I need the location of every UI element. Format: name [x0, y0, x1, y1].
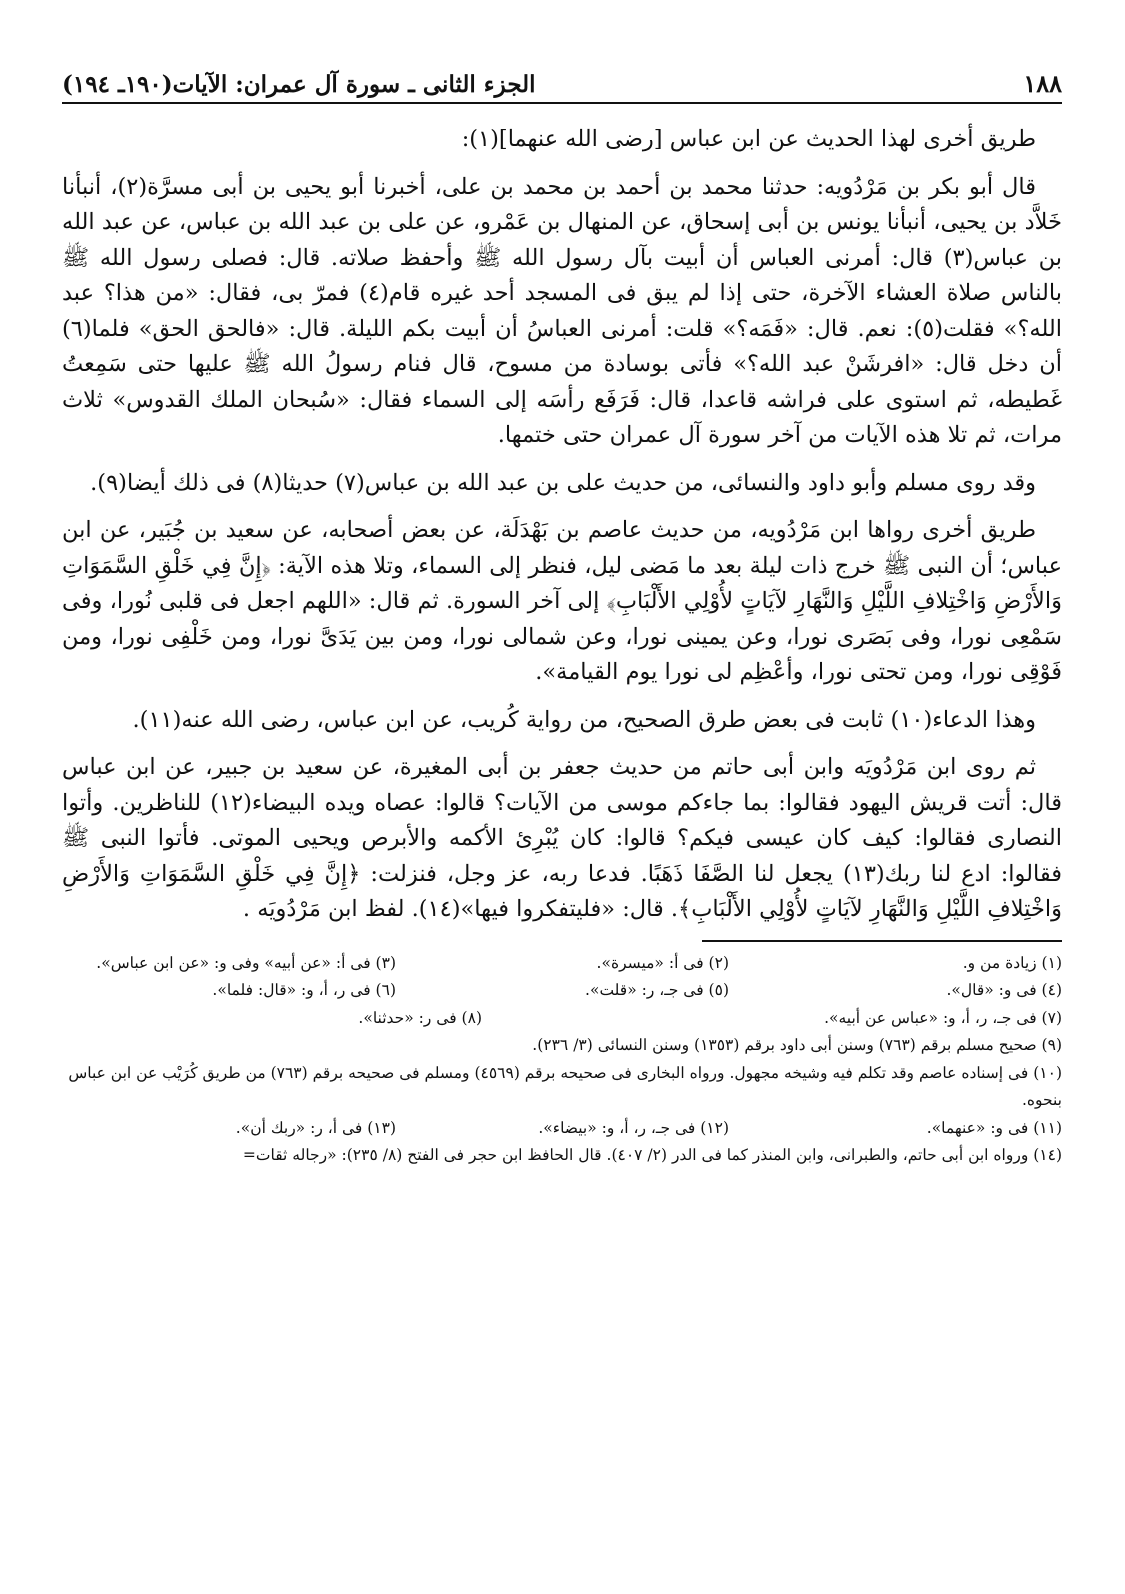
- footnote-row: [62, 950, 1062, 978]
- paragraph: وهذا الدعاء(١٠) ثابت فى بعض طرق الصحيح، من رواية كُريب، عن ابن عباس، رضى الله عنه(١١).: [132, 706, 1036, 733]
- footnote-row: [62, 977, 1062, 1005]
- footnote: (١٢) فى جـ، ر، أ، و: «بيضاء».: [538, 1118, 729, 1137]
- main-text: [62, 122, 1062, 928]
- paragraph: طريق أخرى لهذا الحديث عن ابن عباس [رضى الله عنهما](١):: [461, 126, 1036, 152]
- footnote: (٣) فى أ: «عن أبيه» وفى و: «عن ابن عباس».: [96, 953, 396, 972]
- footnote: (٩) صحيح مسلم برقم (٧٦٣) وسنن أبى داود برقم (١٣٥٣) وسنن النسائى (٣/ ٢٣٦).: [532, 1036, 1062, 1054]
- paragraph: وقد روى مسلم وأبو داود والنسائى، من حديث على بن عبد الله بن عباس(٧) حديثا(٨) فى ذلك أيضا(٩).: [90, 469, 1036, 496]
- footnote: (١٠) فى إسناده عاصم وقد تكلم فيه وشيخه مجهول. ورواه البخارى فى صحيحه برقم (٤٥٦٩) ومسلم فى صحيحه برقم (٧٦٣) من طريق كُرَيْب عن ابن عباس بنحوه.: [68, 1063, 1062, 1109]
- footnote: (٢) فى أ: «ميسرة».: [596, 953, 729, 972]
- footnote: (٤) فى و: «قال».: [946, 981, 1062, 999]
- book-page: [62, 66, 1062, 1170]
- footnote: (٨) فى ر: «حدثنا».: [358, 1008, 482, 1027]
- footnote: (٧) فى جـ، ر، أ، و: «عباس عن أبيه».: [824, 1008, 1062, 1027]
- footnote-row: [62, 1005, 1062, 1033]
- footnote: (٥) فى جـ، ر: «قلت».: [585, 981, 729, 999]
- paragraph: قال أبو بكر بن مَرْدُويه: حدثنا محمد بن أحمد بن محمد بن على، أخبرنا أبو يحيى بن أبى مسرَّة(٢)، أنبأنا خَلاَّد بن يحيى، أنبأنا يونس بن أبى إسحاق، عن المنهال بن عَمْرو، عن على بن عبد الله بن عباس، عن عبد الله بن عباس(٣) قال: أمرنى العباس أن أبيت بآل رسول الله ﷺ وأحفظ صلاته. قال: فصلى رسول الله ﷺ بالناس صلاة العشاء الآخرة، حتى إذا لم يبق فى المسجد أحد غيره قام(٤) فمرّ بى، فقال: «من هذا؟ عبد الله؟» فقلت(٥): نعم. قال: «فَمَه؟» قلت: أمرنى العباسُ أن أبيت بكم الليلة. قال: «فالحق الحق» فلما(٦) أن دخل قال: «افرشَنْ عبد الله؟» فأتى بوسادة من مسوح، قال فنام رسولُ الله ﷺ عليها حتى سَمِعتُ غَطيطه، ثم استوى على فراشه قاعدا، قال: فَرَفَع رأسَه إلى السماء فقال: «سُبحان الملك القدوس» ثلاث مرات، ثم تلا هذه الآيات من آخر سورة آل عمران حتى ختمها.: [62, 173, 1063, 448]
- running-title: الجزء الثانى ـ سورة آل عمران: الآيات(١٩٠ـ ١٩٤): [62, 71, 536, 98]
- footnote-divider: [702, 940, 1062, 942]
- footnote: (١٤) ورواه ابن أبى حاتم، والطبرانى، وابن المنذر كما فى الدر (٢/ ٤٠٧). قال الحافظ ابن حجر فى الفتح (٨/ ٢٣٥): «رجاله ثقات=: [242, 1146, 1062, 1164]
- footnote: (٦) فى ر، أ، و: «قال: فلما».: [212, 981, 396, 999]
- footnote: (١٣) فى أ، ر: «ربك أن».: [235, 1118, 396, 1137]
- paragraph: طريق أخرى رواها ابن مَرْدُويه، من حديث عاصم بن بَهْدَلَة، عن بعض أصحابه، عن سعيد بن جُبَير، عن ابن عباس؛ أن النبى ﷺ خرج ذات ليلة بعد ما مَضى ليل، فنظر إلى السماء، وتلا هذه الآية: ﴿إِنَّ فِي خَلْقِ السَّمَوَاتِ وَالأَرْضِ وَاخْتِلافِ اللَّيْلِ وَالنَّهَارِ لآيَاتٍ لأُوْلِي الأَلْبَابِ﴾ إلى آخر السورة. ثم قال: «اللهم اجعل فى قلبى نُورا، وفى سَمْعِى نورا، وفى بَصَرى نورا، وعن يمينى نورا، وعن شمالى نورا، ومن بين يَدَىَّ نورا، ومن خَلْفِى نورا، ومن فَوْقِى نورا، ومن تحتى نورا، وأعْظِم لى نورا يوم القيامة».: [62, 517, 1062, 685]
- page-number: ١٨٨: [1023, 69, 1062, 98]
- footnote-row: [62, 1115, 1062, 1143]
- footnotes: [62, 950, 1062, 1170]
- paragraph: ثم روى ابن مَرْدُويَه وابن أبى حاتم من حديث جعفر بن أبى المغيرة، عن سعيد بن جبير، عن ابن عباس قال: أتت قريش اليهود فقالوا: بما جاءكم موسى من الآيات؟ قالوا: عصاه ويده البيضاء(١٢) للناظرين. وأتوا النصارى فقالوا: كيف كان عيسى فيكم؟ قالوا: كان يُبْرِئ الأكمه والأبرص ويحيى الموتى. فأتوا النبى ﷺ فقالوا: ادع لنا ربك(١٣) يجعل لنا الصَّفَا ذَهَبًا. فدعا ربه، عز وجل، فنزلت: ﴿إِنَّ فِي خَلْقِ السَّمَوَاتِ وَالأَرْضِ وَاخْتِلافِ اللَّيْلِ وَالنَّهَارِ لآيَاتٍ لأُوْلِي الأَلْبَابِ﴾. قال: «فليتفكروا فيها»(١٤). لفظ ابن مَرْدُويَه .: [62, 754, 1062, 922]
- page-header: [62, 66, 1062, 104]
- footnote: (١) زيادة من و.: [962, 953, 1062, 972]
- footnote: (١١) فى و: «عنهما».: [926, 1118, 1062, 1137]
